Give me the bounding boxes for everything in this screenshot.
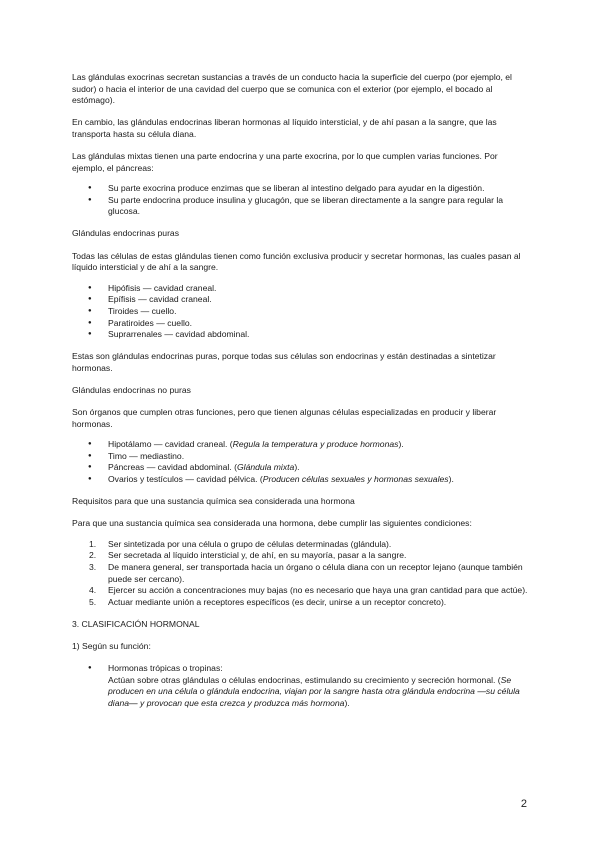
list-item: 2. Ser secretada al líquido intersticial y, de ahí, en su mayoría, pasar a la sangre. [89,550,407,561]
classification-list [72,663,530,709]
intro-paragraph-2: En cambio, las glándulas endocrinas liberan hormonas al líquido intersticial, y de ahí pasan a la sangre, que las transporta hasta su célula diana. [72,117,497,139]
list-item: ● Su parte exocrina produce enzimas que se liberan al intestino delgado para ayudar en la digestión. [72,183,530,195]
page-number: 2 [520,798,527,810]
list-item: 1. Ser sintetizada por una célula o grupo de células determinadas (glándula). [89,538,392,549]
list-item: ● Páncreas — cavidad abdominal. (Glándula mixta). [72,462,530,474]
list-item: ● Timo — mediastino. [72,451,530,463]
section-heading-classification: 3. CLASIFICACIÓN HORMONAL [72,618,200,629]
intro-paragraph-1: Las glándulas exocrinas secretan sustancias a través de un conducto hacia la superficie del cuerpo (por ejemplo, el sudor) o hacia el interior de una cavidad del cuerpo que se comunica con el exterior (por ejemplo, el bocado al estómago). [72,72,512,106]
list-item: ● Epífisis — cavidad craneal. [72,294,530,306]
section-heading-pure: Glándulas endocrinas puras [72,228,180,239]
pure-gland-list [72,283,530,341]
item-title: Hormonas trópicas o tropinas: [108,662,223,673]
nonpure-paragraph-1: Son órganos que cumplen otras funciones, pero que tienen algunas células especializadas en producir y liberar hormonas. [72,406,497,429]
intro-paragraph-3: Las glándulas mixtas tienen una parte endocrina y una parte exocrina, por lo que cumplen varias funciones. Por ejemplo, el páncreas: [72,150,498,173]
list-item: 5. Actuar mediante unión a receptores específicos (es decir, unirse a un receptor concreto). [89,596,447,607]
mixed-gland-list [72,183,530,218]
document-page [72,72,530,720]
nonpure-gland-list [72,439,530,485]
list-item: ● Hipotálamo — cavidad craneal. (Regula la temperatura y produce hormonas). [72,439,530,451]
list-item: ● Suprarrenales — cavidad abdominal. [72,329,530,341]
list-item: 3. De manera general, ser transportada hacia un órgano o célula diana con un receptor lejano (aunque también puede ser cercano). [89,561,523,584]
pure-paragraph-1: Todas las células de estas glándulas tienen como función exclusiva producir y secretar hormonas, las cuales pasan al líquido intersticial y de ahí a la sangre. [72,250,521,273]
section-heading-requirements: Requisitos para que una sustancia química sea considerada una hormona [72,496,355,507]
requirements-list [72,539,530,609]
pure-paragraph-2: Estas son glándulas endocrinas puras, porque todas sus células son endocrinas y están destinadas a sintetizar hormonas. [72,351,496,373]
list-item: 4. Ejercer su acción a concentraciones muy bajas (no es necesario que haya una gran cantidad para que actúe). [89,585,528,596]
subheading-function: 1) Según su función: [72,640,151,651]
list-item: ● Paratiroides — cuello. [72,318,530,330]
requirements-paragraph: Para que una sustancia química sea considerada una hormona, debe cumplir las siguientes condiciones: [72,518,472,529]
section-heading-nonpure: Glándulas endocrinas no puras [72,384,191,395]
list-item: ● Hormonas trópicas o tropinas: Actúan sobre otras glándulas o células endocrinas, estimulando su crecimiento y secreción hormonal. (Se producen en una célula o glándula endocrina, viajan por la sangre hasta otra glándula endocrina —su célula diana— y provocan que esta crezca y produzca más hormona). [72,663,530,709]
list-item: ● Tiroides — cuello. [72,306,530,318]
list-item: ● Hipófisis — cavidad craneal. [72,283,530,295]
list-item: ● Ovarios y testículos — cavidad pélvica. (Producen células sexuales y hormonas sexuales). [72,474,530,486]
list-item: ● Su parte endocrina produce insulina y glucagón, que se liberan directamente a la sangre para regular la glucosa. [72,195,530,218]
